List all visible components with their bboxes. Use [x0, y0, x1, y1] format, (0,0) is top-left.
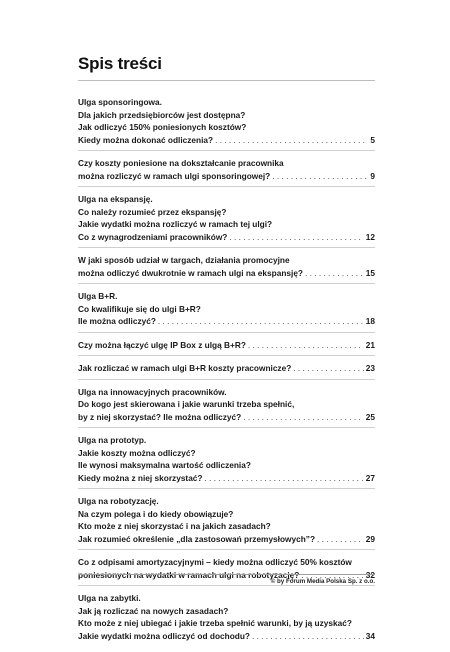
page-number: 34 [365, 630, 375, 641]
toc-entry-last-line [78, 411, 375, 424]
toc-entry-line: Ulga B+R. [78, 291, 118, 301]
toc-entry-text: Ile można odliczyć? [78, 316, 156, 326]
toc-entry[interactable] [78, 434, 375, 489]
dot-leader [205, 472, 364, 485]
toc-entry-text: można odliczyć dwukrotnie w ramach ulgi na ekspansję? [78, 267, 303, 278]
toc-entry[interactable] [78, 290, 375, 333]
page-number: 18 [365, 316, 375, 326]
toc-entry[interactable] [78, 592, 375, 646]
toc-entry[interactable] [78, 339, 375, 357]
toc-entry-line: Ulga na innowacyjnych pracowników. [78, 386, 227, 397]
toc-entry[interactable] [78, 362, 375, 380]
toc-entry-last-line [78, 267, 375, 280]
toc-entry-line: W jaki sposób udział w targach, działania promocyjne [78, 255, 290, 265]
toc-entry-text: Kiedy można z niej skorzystać? [78, 472, 203, 483]
dot-leader [317, 533, 364, 546]
toc-entry-text: Czy można łączyć ulgę IP Box z ulgą B+R? [78, 339, 246, 350]
toc-entry-line: Dla jakich przedsiębiorców jest dostępna? [78, 109, 246, 120]
page-number: 29 [365, 533, 375, 544]
toc-entry-line: Co kwalifikuje się do ulgi B+R? [78, 303, 201, 314]
footer-divider [78, 574, 375, 575]
page-number: 12 [365, 231, 375, 242]
toc-entry-line: Ulga na zabytki. [78, 593, 141, 603]
toc-entry-line: Ulga sponsoringowa. [78, 97, 162, 107]
toc-entry-line: Czy koszty poniesione na dokształcanie pracownika [78, 158, 284, 168]
page-number: 5 [370, 134, 375, 145]
toc-entry[interactable] [78, 96, 375, 151]
page-number: 21 [365, 339, 375, 350]
toc-entry-text: Co z wynagrodzeniami pracowników? [78, 231, 228, 242]
toc-entry-line: Ulga na robotyzację. [78, 496, 159, 506]
page-number: 9 [370, 170, 375, 181]
dot-leader [293, 362, 364, 375]
toc-entry-line: Ile wynosi maksymalna wartość odliczenia? [78, 460, 251, 470]
toc-entry-line: Do kogo jest skierowana i jakie warunki trzeba spełnić, [78, 399, 295, 409]
toc-entry-text: Jakie wydatki można odliczyć od dochodu? [78, 630, 250, 641]
page-number: 15 [365, 267, 375, 278]
toc-entry-last-line [78, 472, 375, 485]
toc-entry-text: by z niej skorzystać? Ile można odliczyć? [78, 411, 242, 422]
page-number: 27 [365, 472, 375, 483]
copyright-footer: © by Forum Media Polska Sp. z o.o. [270, 578, 375, 585]
dot-leader [243, 411, 364, 424]
title-divider [78, 80, 375, 81]
dot-leader [305, 267, 364, 280]
toc-entry-line: Na czym polega i do kiedy obowiązuje? [78, 508, 234, 519]
dot-leader [215, 134, 368, 147]
toc-entry-last-line [78, 134, 375, 147]
dot-leader [272, 170, 368, 183]
toc-entry-line: Kto może z niej ubiegać i jakie trzeba spełnić warunki, by ją uzyskać? [78, 618, 352, 628]
dot-leader [229, 231, 363, 244]
toc-entry[interactable] [78, 193, 375, 248]
toc-entry[interactable] [78, 386, 375, 429]
toc-entry-line: Kto może z niej skorzystać i na jakich zasadach? [78, 521, 271, 531]
toc-entry-text: Kiedy można dokonać odliczenia? [78, 134, 214, 145]
toc-entry-last-line [78, 362, 375, 375]
toc-entry-text: Jak rozliczać w ramach ulgi B+R koszty pracownicze? [78, 363, 292, 373]
toc-entry-last-line [78, 339, 375, 352]
toc-entry-last-line [78, 231, 375, 244]
toc-entry-line: Jakie wydatki można rozliczyć w ramach tej ulgi? [78, 219, 273, 229]
toc-entry-last-line [78, 533, 375, 546]
toc-entry-line: Ulga na ekspansję. [78, 194, 153, 204]
page-number: 23 [365, 363, 375, 373]
toc-entry-last-line [78, 315, 375, 328]
toc-entry[interactable] [78, 495, 375, 550]
toc-entry-line: Co z odpisami amortyzacyjnymi – kiedy można odliczyć 50% kosztów [78, 557, 352, 567]
toc-entry-text: Jak rozumieć określenie „dla zastosowań przemysłowych”? [78, 533, 316, 544]
toc-entry-line: Jakie koszty można odliczyć? [78, 447, 196, 458]
dot-leader [248, 339, 364, 352]
toc-entry-last-line [78, 170, 375, 183]
toc-entry[interactable] [78, 157, 375, 187]
toc-entry-line: Jak odliczyć 150% poniesionych kosztów? [78, 122, 247, 132]
dot-leader [158, 315, 364, 328]
page-number: 25 [365, 411, 375, 422]
toc-entry-text: poniesionych na wydatki w ramach ulgi na robotyzację? [78, 569, 300, 580]
toc-entry-text: można rozliczyć w ramach ulgi sponsoringowej? [78, 170, 271, 181]
toc-entry[interactable] [78, 254, 375, 284]
toc-entry-line: Ulga na prototyp. [78, 435, 147, 445]
page-number: 32 [365, 569, 375, 580]
toc-entry-line: Jak ją rozliczać na nowych zasadach? [78, 605, 229, 616]
toc-entry-line: Co należy rozumieć przez ekspansję? [78, 206, 227, 217]
page-title: Spis treści [78, 54, 162, 73]
table-of-contents [78, 96, 375, 652]
